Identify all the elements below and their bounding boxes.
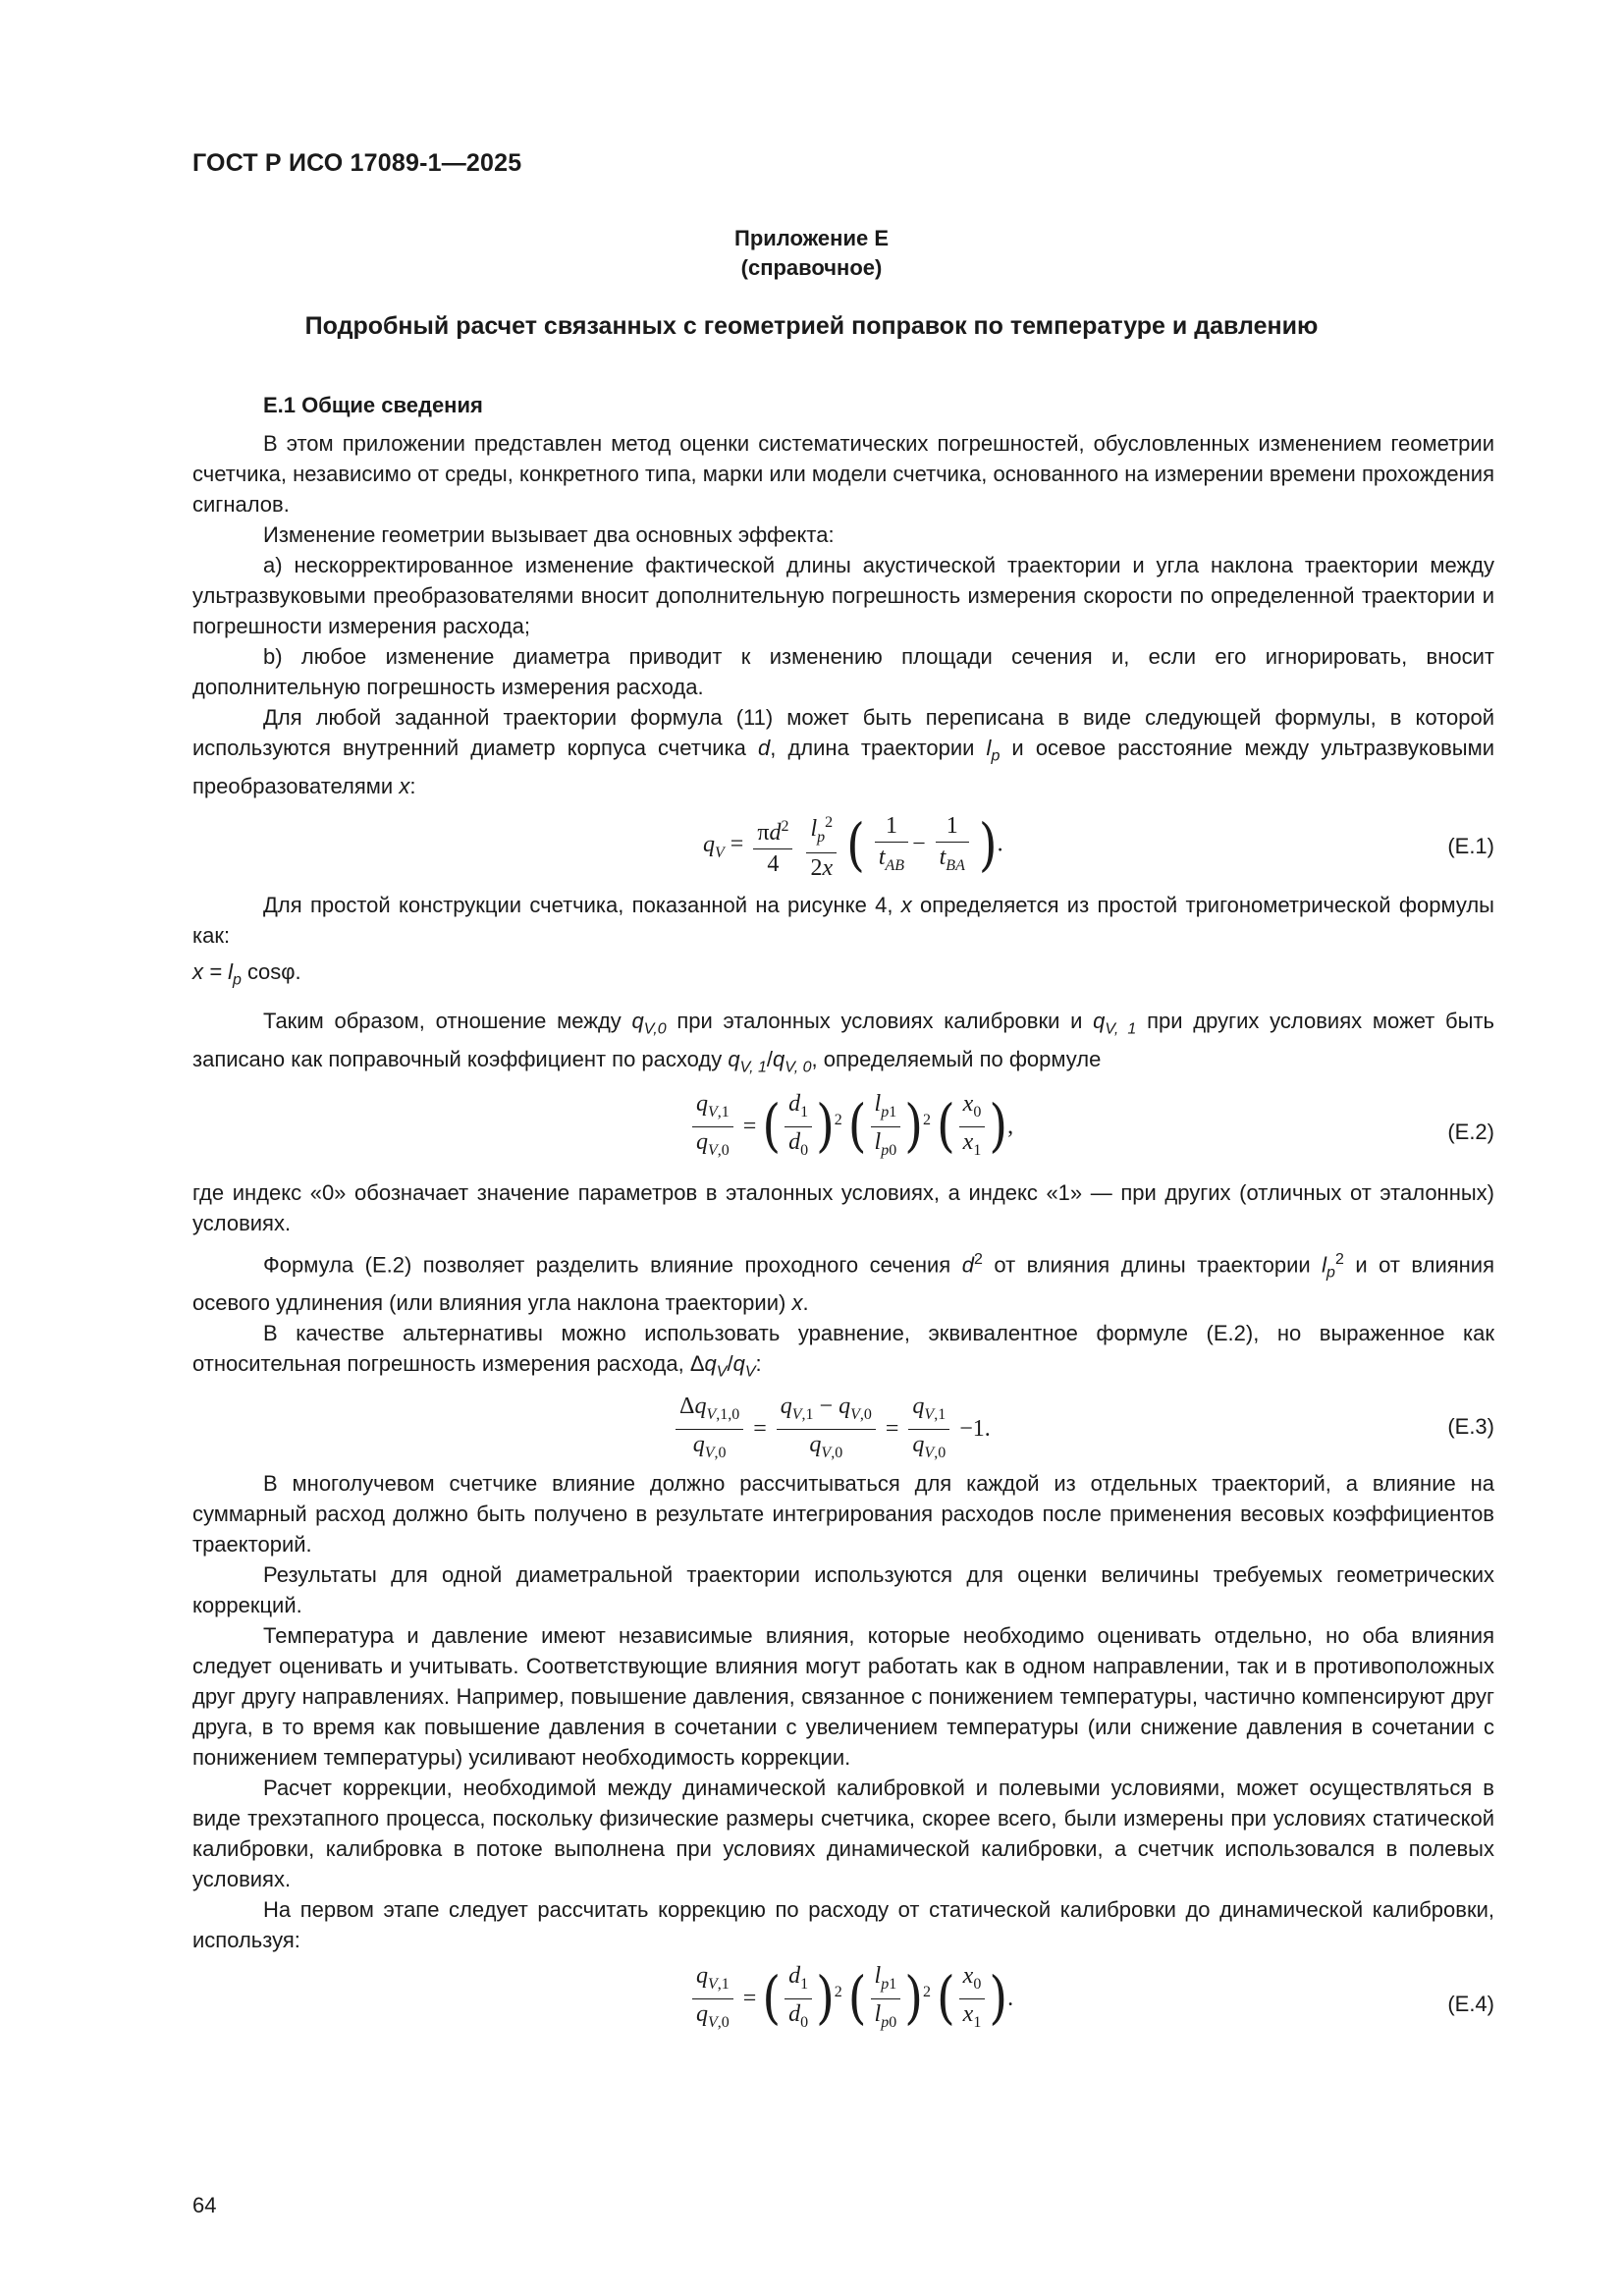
paragraph: Температура и давление имеют независимые влияния, которые необходимо оценивать отдельно, но оба влияния следует оценивать и учитывать. Соответствующие влияния могут работать как в одном направлении, так и в противоположных друг другу направлениях. Например, повышение давления, связанное с понижением температуры, частично компенсируют друг друга, в то время как повышение давления в сочетании с увеличением температуры (или снижение давления в сочетании с понижением температуры) усиливают необходимость коррекции. xyxy=(192,1622,1494,1770)
formula-e3: $\frac{\Delta q_{V,1,0}}{q_{V,0}}$ = $\frac{q_{V,1} - q_{V,0}}{q_{V,0}}$ = $\frac{q_{V,1}}{q_{V,0}}$ −1. xyxy=(672,1392,991,1469)
paragraph: Для любой заданной траектории формула (11) может быть переписана в виде следующей формулы, в которой используются внутренний диаметр корпуса счетчика d, длина траектории $l_p$ и осевое расстояние между ультразвуковыми преобразователями x: xyxy=(192,705,1494,799)
paragraph: На первом этапе следует рассчитать коррекцию по расходу от статической калибровки до динамической калибровки, используя: xyxy=(192,1896,1494,1952)
body-text xyxy=(192,428,1494,2050)
paragraph: Результаты для одной диаметральной траектории используются для оценки величины требуемых геометрических коррекций. xyxy=(192,1561,1494,1617)
formula-e2: $\frac{q_{V,1}}{q_{V,0}}$ = ( $\frac{d_1}{d_0}$ )$^2$ ( $\frac{l_{p1}}{l_{p0}}$ )$^2$ ( $\frac{x_0}{x_1}$ ), xyxy=(688,1089,1013,1167)
paragraph: Для простой конструкции счетчика, показанной на рисунке 4, x определяется из простой тригонометрической формулы как: xyxy=(192,893,1494,949)
document-header: ГОСТ Р ИСО 17089-1—2025 xyxy=(192,149,522,177)
equation-number: (Е.2) xyxy=(1447,1119,1494,1144)
appendix-subtitle: (справочное) xyxy=(740,255,883,280)
page-number: 64 xyxy=(192,2193,217,2217)
equation-number: (Е.3) xyxy=(1447,1413,1494,1439)
equation-e1 xyxy=(192,801,1494,890)
formula-e1: $q_V$ = $\frac{\pi d^2}{4}$ $\frac{l_p^2}{2x}$ ( $\frac{1}{t_{AB}}$ − $\frac{1}{t_{BA}}$ ). xyxy=(703,807,1003,884)
formula-cos: $x = l_p$ cosφ. xyxy=(192,959,301,989)
equation-e3 xyxy=(192,1388,1494,1468)
paragraph: Изменение геометрии вызывает два основных эффекта: xyxy=(263,522,835,547)
paragraph: b) любое изменение диаметра приводит к изменению площади сечения и, если его игнорировать, вносит дополнительную погрешность измерения расхода. xyxy=(192,644,1494,699)
equation-number: (Е.1) xyxy=(1447,834,1494,859)
paragraph: где индекс «0» обозначает значение параметров в эталонных условиях, а индекс «1» — при других (отличных от эталонных) условиях. xyxy=(192,1179,1494,1235)
paragraph: Таким образом, отношение между $q_{V,0}$ при эталонных условиях калибровки и $q_{V, 1}$ при других условиях может быть записано как поправочный коэффициент по расходу $q_{V, 1}/q_{V, 0}$, определяемый по формуле xyxy=(192,1008,1494,1076)
section-title: Подробный расчет связанных с геометрией поправок по температуре и давлению xyxy=(304,312,1319,340)
paragraph: В качестве альтернативы можно использовать уравнение, эквивалентное формуле (Е.2), но выраженное как относительная погрешность измерения расхода, $\Delta q_V/q_V$: xyxy=(192,1321,1494,1381)
paragraph: Формула (Е.2) позволяет разделить влияние проходного сечения $d^2$ от влияния длины траектории $l_p^2$ и от влияния осевого удлинения (или влияния угла наклона траектории) x. xyxy=(192,1250,1494,1316)
paragraph: Расчет коррекции, необходимой между динамической калибровкой и полевыми условиями, может осуществляться в виде трехэтапного процесса, поскольку физические размеры счетчика, скорее всего, были измерены при условиях статической калибровки, калибровка в потоке выполнена при условиях динамической калибровки, а счетчик использовался в полевых условиях. xyxy=(192,1775,1494,1891)
subsection-heading: Е.1 Общие сведения xyxy=(263,393,483,417)
equation-number: (Е.4) xyxy=(1447,1991,1494,2016)
equation-e4 xyxy=(192,1955,1494,2050)
paragraph: В многолучевом счетчике влияние должно рассчитываться для каждой из отдельных траекторий, а влияние на суммарный расход должно быть получено в результате интегрирования расходов после применения весовых коэффициентов траекторий. xyxy=(192,1470,1494,1557)
equation-e2 xyxy=(192,1083,1494,1177)
paragraph: a) нескорректированное изменение фактической длины акустической траектории и угла наклона траектории между ультразвуковыми преобразователями вносит дополнительную погрешность измерения скорости по определенной траектории и погрешности измерения расхода; xyxy=(192,553,1494,638)
appendix-title: Приложение Е xyxy=(734,226,889,250)
paragraph: В этом приложении представлен метод оценки систематических погрешностей, обусловленных изменением геометрии счетчика, независимо от среды, конкретного типа, марки или модели счетчика, основанного на измерении времени прохождения сигналов. xyxy=(192,431,1494,517)
formula-e4: $\frac{q_{V,1}}{q_{V,0}}$ = ( $\frac{d_1}{d_0}$ )$^2$ ( $\frac{l_{p1}}{l_{p0}}$ )$^2$ ( $\frac{x_0}{x_1}$ ). xyxy=(688,1961,1013,2039)
